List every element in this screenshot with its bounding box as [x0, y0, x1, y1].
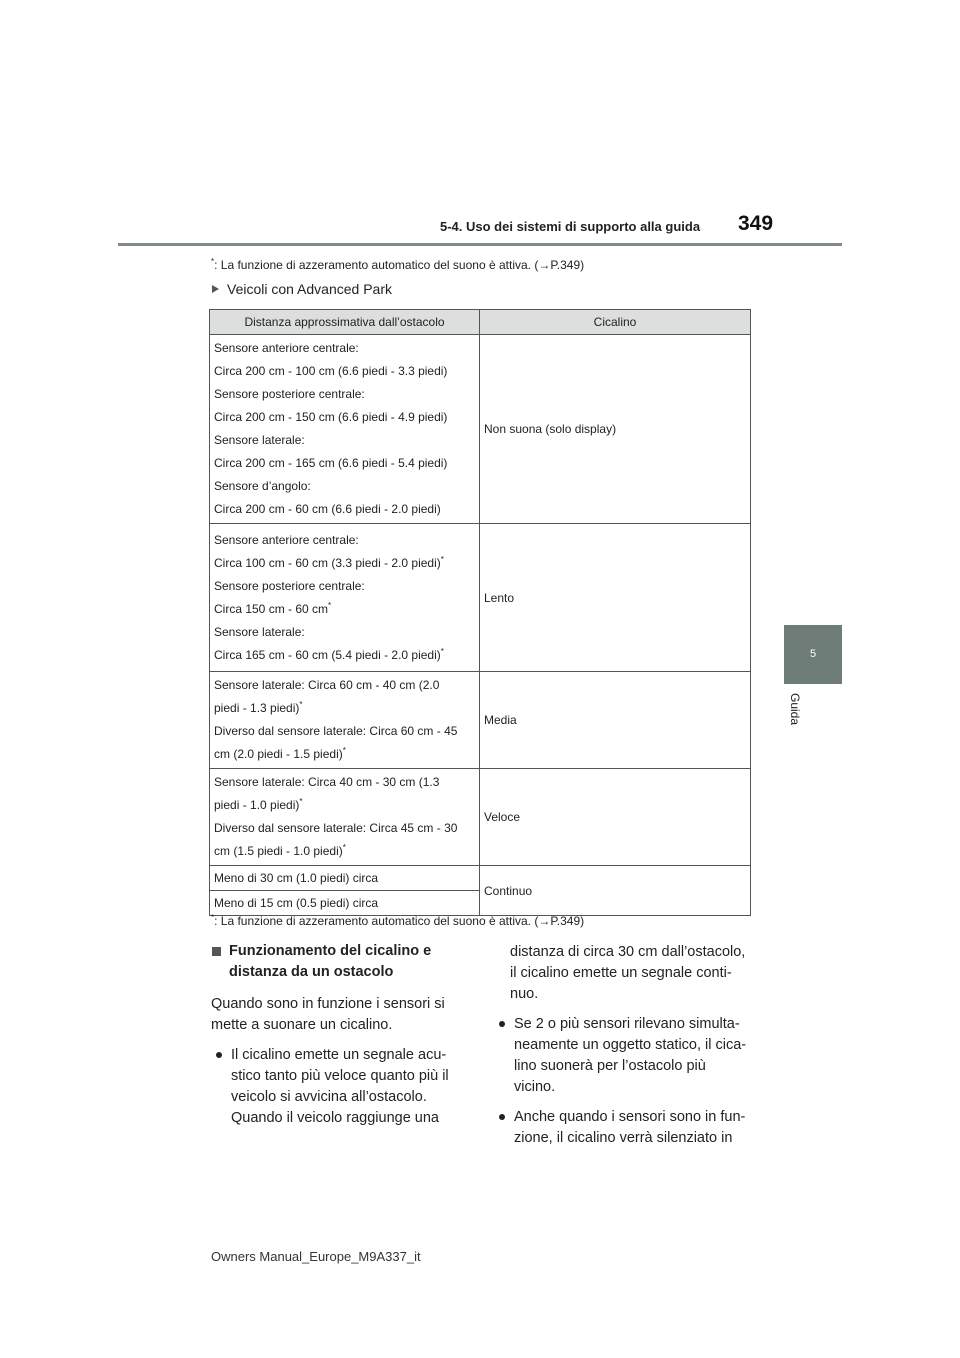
- cell-line: Sensore anteriore centrale:: [214, 532, 359, 547]
- footnote-marker: *: [440, 646, 444, 656]
- cell-line: Circa 200 cm - 165 cm (6.6 piedi - 5.4 piedi): [214, 456, 448, 470]
- cell-line-text: Circa 150 cm - 60 cm: [214, 601, 329, 616]
- cell-line: Sensore d’angolo:: [214, 479, 311, 493]
- footnote-marker: *: [299, 797, 303, 806]
- bullet-dot-icon: [216, 1052, 222, 1058]
- list-item: [211, 1045, 451, 1129]
- buzzer-cell: Lento: [480, 524, 751, 672]
- column-header-buzzer: Cicalino: [480, 310, 751, 335]
- cell-line-text: piedi - 1.3 piedi): [214, 701, 300, 715]
- footnote-marker: *: [440, 554, 444, 564]
- body-column-left: [211, 941, 451, 1138]
- cell-line: Sensore laterale: Circa 40 cm - 30 cm (1.3: [214, 775, 440, 789]
- table-row: [210, 866, 751, 891]
- cell-line-text: Circa 100 cm - 60 cm (3.3 piedi - 2.0 piedi): [214, 555, 441, 570]
- footnote-marker: *: [299, 700, 303, 709]
- cell-line: Sensore laterale:: [214, 433, 305, 447]
- chapter-label: Guida: [788, 693, 802, 726]
- table-row: [210, 769, 751, 866]
- table-row: [210, 672, 751, 769]
- table-header-row: [210, 310, 751, 335]
- buzzer-cell: Continuo: [480, 866, 751, 916]
- body-column-right: [494, 942, 750, 1158]
- subsection-heading-text: [229, 941, 431, 983]
- list-item-text: Se 2 o più sensori rilevano simulta-neamente un oggetto statico, il cica-lino suonerà per l’ostacolo più vicino.: [514, 1016, 747, 1095]
- chapter-tab: 5: [784, 625, 842, 684]
- footnote-bottom: [211, 913, 584, 928]
- footnote-marker: *: [328, 600, 332, 610]
- section-heading: [212, 281, 392, 297]
- footnote-marker: *: [211, 257, 215, 266]
- distance-cell: [210, 524, 480, 672]
- cell-line-text: cm (1.5 piedi - 1.0 piedi): [214, 844, 343, 858]
- cell-line: Diverso dal sensore laterale: Circa 45 cm - 30: [214, 821, 458, 835]
- table-row: [210, 335, 751, 524]
- distance-cell: Meno di 15 cm (0.5 piedi) circa: [210, 891, 480, 916]
- cell-line: [214, 743, 475, 766]
- cell-line: [214, 794, 475, 817]
- footer-document-id: Owners Manual_Europe_M9A337_it: [211, 1249, 421, 1264]
- cell-line: Circa 200 cm - 100 cm (6.6 piedi - 3.3 piedi): [214, 364, 448, 378]
- cell-line: Sensore laterale: Circa 60 cm - 40 cm (2.0: [214, 678, 440, 692]
- column-header-distance: Distanza approssimativa dall’ostacolo: [210, 310, 480, 335]
- cell-line: [214, 840, 475, 863]
- cell-line: [214, 697, 475, 720]
- list-item-continuation: distanza di circa 30 cm dall’ostacolo, il cicalino emette un segnale conti-nuo.: [510, 944, 746, 1002]
- cell-line: [214, 598, 475, 621]
- footnote-top: [211, 257, 584, 272]
- footnote-text: : La funzione di azzeramento automatico del suono è attiva. (→P.349): [214, 914, 585, 928]
- cell-line-text: Circa 165 cm - 60 cm (5.4 piedi - 2.0 piedi): [214, 647, 441, 662]
- cell-line: Sensore posteriore centrale:: [214, 578, 365, 593]
- distance-cell: Meno di 30 cm (1.0 piedi) circa: [210, 866, 480, 891]
- table-row: [210, 524, 751, 672]
- list-item-text: Il cicalino emette un segnale acu-stico tanto più veloce quanto più il veicolo si avvicina all’ostacolo. Quando il veicolo raggiunge una: [231, 1047, 449, 1126]
- header-divider: [118, 243, 842, 246]
- list-item: [494, 1107, 750, 1149]
- distance-cell: [210, 335, 480, 524]
- cell-line: Sensore posteriore centrale:: [214, 387, 365, 401]
- section-title: 5-4. Uso dei sistemi di supporto alla guida: [440, 219, 701, 234]
- subsection-heading-line: distanza da un ostacolo: [229, 964, 394, 980]
- list-item-text: Anche quando i sensori sono in fun-zione, il cicalino verrà silenziato in: [514, 1109, 746, 1146]
- cell-line: [214, 552, 475, 575]
- square-bullet-icon: [212, 947, 221, 956]
- distance-cell: [210, 672, 480, 769]
- distance-buzzer-table: [209, 309, 751, 916]
- section-heading-text: Veicoli con Advanced Park: [227, 281, 392, 297]
- cell-line: Circa 200 cm - 60 cm (6.6 piedi - 2.0 piedi): [214, 502, 441, 516]
- bullet-dot-icon: [499, 1114, 505, 1120]
- footnote-marker: *: [211, 913, 215, 922]
- footnote-marker: *: [342, 843, 346, 852]
- triangle-bullet-icon: [212, 285, 219, 293]
- cell-line: [214, 644, 475, 667]
- distance-cell: [210, 769, 480, 866]
- cell-line: Circa 200 cm - 150 cm (6.6 piedi - 4.9 piedi): [214, 410, 448, 424]
- cell-line: Sensore laterale:: [214, 624, 305, 639]
- cell-line-text: cm (2.0 piedi - 1.5 piedi): [214, 747, 343, 761]
- footnote-marker: *: [342, 746, 346, 755]
- buzzer-cell: Veloce: [480, 769, 751, 866]
- buzzer-cell: Non suona (solo display): [480, 335, 751, 524]
- bullet-dot-icon: [499, 1021, 505, 1027]
- list-item: [494, 1014, 750, 1098]
- subsection-heading: [211, 941, 451, 983]
- cell-line: Sensore anteriore centrale:: [214, 341, 359, 355]
- subsection-heading-line: Funzionamento del cicalino e: [229, 943, 432, 959]
- footnote-text: : La funzione di azzeramento automatico del suono è attiva. (→P.349): [214, 258, 585, 272]
- page-number: 349: [738, 212, 774, 235]
- cell-line-text: piedi - 1.0 piedi): [214, 798, 300, 812]
- buzzer-cell: Media: [480, 672, 751, 769]
- intro-paragraph: Quando sono in funzione i sensori si mette a suonare un cicalino.: [211, 996, 445, 1033]
- cell-line: Diverso dal sensore laterale: Circa 60 cm - 45: [214, 724, 458, 738]
